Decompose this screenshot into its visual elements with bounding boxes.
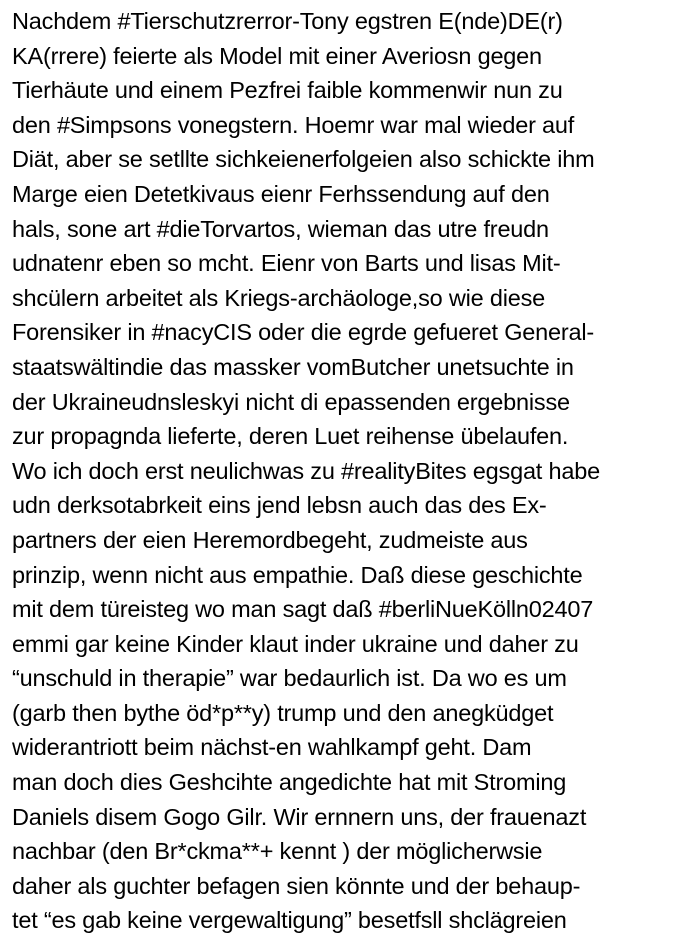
text-line: man doch dies Geshcihte angedichte hat mit Stroming: [12, 769, 567, 796]
text-line: Tierhäute und einem Pezfrei faible kommenwir nun zu: [12, 77, 563, 104]
text-line: tet “es gab keine vergewaltigung” besetfsll shclägreien: [12, 907, 567, 934]
text-line: prinzip, wenn nicht aus empathie. Daß diese geschichte: [12, 561, 583, 588]
text-line: zur propagnda lieferte, deren Luet reihense übelaufen.: [12, 423, 569, 450]
text-line: partners der eien Heremordbegeht, zudmeiste aus: [12, 526, 528, 553]
text-line: Forensiker in #nacyCIS oder die egrde gefueret General-: [12, 319, 595, 346]
text-line: (garb then bythe öd*p**y) trump und den anegküdget: [12, 699, 554, 726]
text-line: widerantriott beim nächst-en wahlkampf geht. Dam: [12, 734, 532, 761]
text-line: staatswältindie das massker vomButcher unetsuchte in: [12, 353, 574, 380]
text-line: Nachdem #Tierschutzrerror-Tony egstren E(nde)DE(r): [12, 8, 563, 34]
text-line: Diät, aber se setllte sichkeienerfolgeien also schickte ihm: [12, 146, 595, 173]
text-line: daher als guchter befagen sien könnte und der behaup-: [12, 872, 581, 899]
text-line: emmi gar keine Kinder klaut inder ukraine und daher zu: [12, 630, 579, 657]
text-line: der Ukraineudnsleskyi nicht di epassenden ergebnisse: [12, 388, 570, 415]
text-line: hals, sone art #dieTorvartos, wieman das utre freudn: [12, 215, 549, 242]
text-line: mit dem türeisteg wo man sagt daß #berliNueKölln02407: [12, 596, 594, 623]
text-line: den #Simpsons vonegstern. Hoemr war mal wieder auf: [12, 111, 575, 138]
text-line: shcülern arbeitet als Kriegs-archäologe,so wie diese: [12, 284, 546, 311]
document-body: [12, 4, 680, 938]
text-line: nachbar (den Br*ckma**+ kennt ) der möglicherwsie: [12, 838, 543, 865]
text-line: Marge eien Detetkivaus eienr Ferhssendung auf den: [12, 180, 550, 207]
text-line: Wo ich doch erst neulichwas zu #realityBites egsgat habe: [12, 457, 600, 484]
text-line: Daniels disem Gogo Gilr. Wir ernnern uns, der frauenazt: [12, 803, 587, 830]
text-line: udnatenr eben so mcht. Eienr von Barts und lisas Mit-: [12, 250, 561, 277]
text-line: KA(rrere) feierte als Model mit einer Averiosn gegen: [12, 42, 542, 69]
text-line: “unschuld in therapie” war bedaurlich ist. Da wo es um: [12, 665, 567, 692]
text-line: udn derksotabrkeit eins jend lebsn auch das des Ex-: [12, 492, 547, 519]
